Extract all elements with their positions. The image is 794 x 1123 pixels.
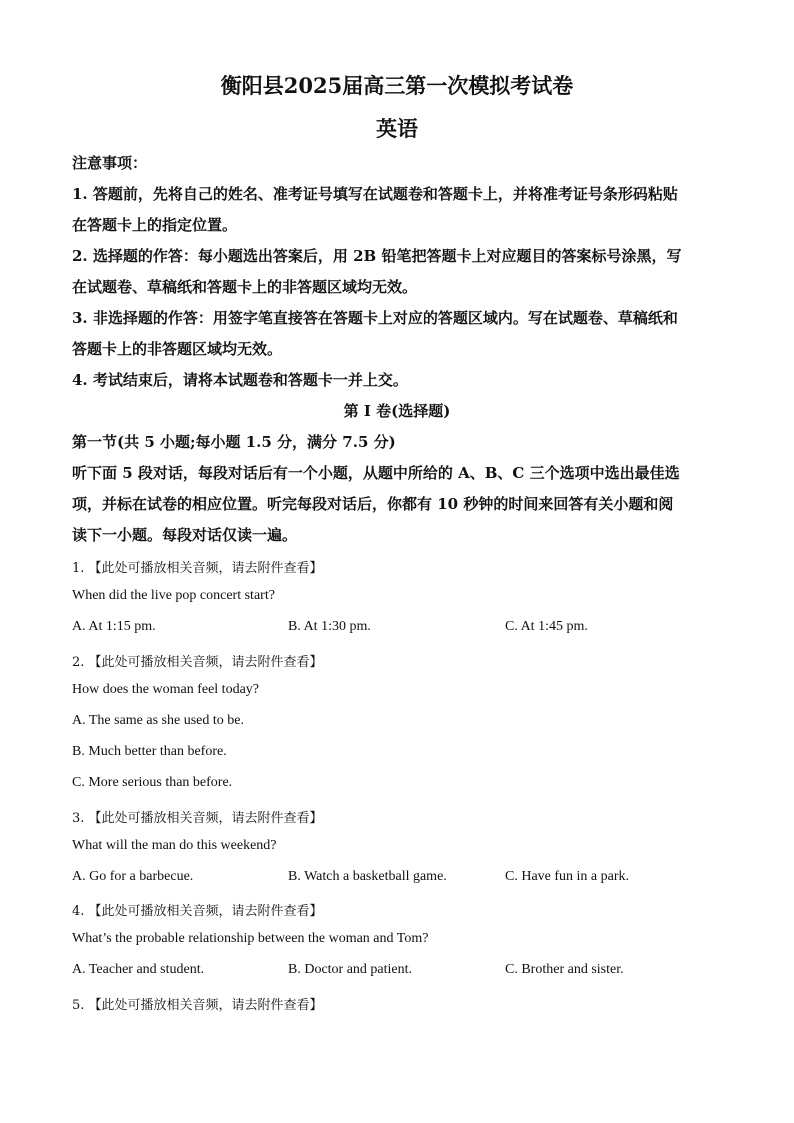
notes-heading: 注意事项：	[72, 154, 148, 172]
option-b: B. Doctor and patient.	[288, 962, 413, 977]
option-b: B. Much better than before.	[72, 744, 227, 759]
question-text: What’s the probable relationship between the woman and Tom?	[72, 931, 429, 946]
option-c: C. At 1:45 pm.	[505, 619, 588, 634]
instruction-line: 读下一小题。每段对话仅读一遍。	[72, 526, 298, 544]
option-b: B. Watch a basketball game.	[288, 869, 447, 884]
option-a: A. Go for a barbecue.	[72, 869, 194, 884]
option-b: B. At 1:30 pm.	[288, 619, 371, 634]
option-c: C. Have fun in a park.	[505, 869, 630, 884]
part-title: 第 I 卷(选择题)	[343, 402, 451, 420]
section-heading: 第一节(共 5 小题;每小题 1.5 分，满分 7.5 分)	[72, 433, 396, 451]
question-text: When did the live pop concert start?	[72, 588, 275, 603]
option-a: A. Teacher and student.	[72, 962, 205, 977]
question-text: How does the woman feel today?	[72, 682, 259, 697]
question-audio-placeholder: 5. 【此处可播放相关音频，请去附件查看】	[72, 998, 323, 1013]
note-line: 答题卡上的非答题区域均无效。	[72, 340, 283, 358]
instruction-line: 听下面 5 段对话，每段对话后有一个小题，从题中所给的 A、B、C 三个选项中选出最佳选	[72, 464, 680, 482]
note-line: 3. 非选择题的作答：用签字笔直接答在答题卡上对应的答题区域内。写在试题卷、草稿纸和	[72, 309, 678, 327]
exam-title: 衡阳县2025届高三第一次模拟考试卷	[220, 73, 574, 98]
option-a: A. At 1:15 pm.	[72, 619, 156, 634]
note-line: 2. 选择题的作答：每小题选出答案后，用 2B 铅笔把答题卡上对应题目的答案标号涂黑，写	[72, 247, 682, 265]
question-audio-placeholder: 4. 【此处可播放相关音频，请去附件查看】	[72, 904, 323, 919]
note-line: 1. 答题前，先将自己的姓名、准考证号填写在试题卷和答题卡上，并将准考证号条形码粘贴	[72, 185, 678, 203]
option-c: C. More serious than before.	[72, 775, 233, 790]
note-line: 4. 考试结束后，请将本试题卷和答题卡一并上交。	[72, 371, 408, 389]
question-audio-placeholder: 3. 【此处可播放相关音频，请去附件查看】	[72, 811, 323, 826]
question-audio-placeholder: 2. 【此处可播放相关音频，请去附件查看】	[72, 655, 323, 670]
subject-title: 英语	[376, 116, 418, 141]
option-c: C. Brother and sister.	[505, 962, 624, 977]
option-a: A. The same as she used to be.	[72, 713, 244, 728]
question-text: What will the man do this weekend?	[72, 838, 277, 853]
note-line: 在试题卷、草稿纸和答题卡上的非答题区域均无效。	[72, 278, 418, 296]
question-audio-placeholder: 1. 【此处可播放相关音频，请去附件查看】	[72, 561, 323, 576]
instruction-line: 项，并标在试卷的相应位置。听完每段对话后，你都有 10 秒钟的时间来回答有关小题和阅	[72, 495, 674, 513]
note-line: 在答题卡上的指定位置。	[72, 216, 238, 234]
